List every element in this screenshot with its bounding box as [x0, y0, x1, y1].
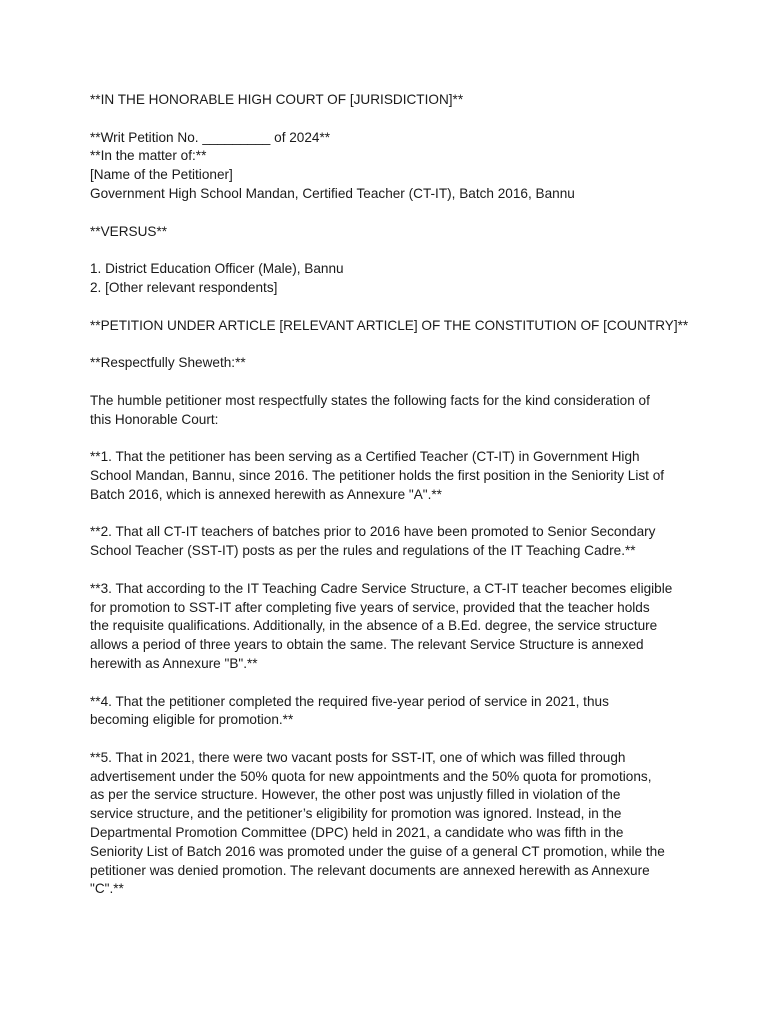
blank-line: [90, 561, 690, 580]
fact-paragraph-4: [90, 693, 690, 731]
paragraph-line: Departmental Promotion Committee (DPC) held in 2021, a candidate who was fifth in the: [90, 825, 624, 841]
paragraph-line: School Mandan, Bannu, since 2016. The petitioner holds the first position in the Seniority List of: [90, 467, 665, 483]
fact-paragraph-3: [90, 580, 690, 674]
paragraph-line: becoming eligible for promotion.**: [90, 712, 294, 728]
blank-line: [90, 505, 690, 524]
paragraph-line: **3. That according to the IT Teaching Cadre Service Structure, a CT-IT teacher becomes eligible: [90, 580, 673, 596]
court-heading: **IN THE HONORABLE HIGH COURT OF [JURISDICTION]**: [90, 92, 464, 107]
petitioner-description: Government High School Mandan, Certified Teacher (CT-IT), Batch 2016, Bannu: [90, 185, 575, 201]
paragraph-line: The humble petitioner most respectfully states the following facts for the kind consideration of: [90, 392, 650, 408]
respondent-item: 1. District Education Officer (Male), Bannu: [90, 261, 344, 277]
paragraph-line: service structure, and the petitioner’s eligibility for promotion was ignored. Instead, in the: [90, 806, 622, 822]
writ-petition-number: **Writ Petition No. _________ of 2024**: [90, 129, 331, 145]
versus-heading: **VERSUS**: [90, 223, 168, 239]
respondent-item: 2. [Other relevant respondents]: [90, 279, 278, 295]
blank-line: [90, 204, 690, 223]
blank-line: [90, 335, 690, 354]
blank-line: [90, 298, 690, 317]
blank-line: [90, 110, 690, 129]
fact-paragraph-5: [90, 749, 690, 899]
blank-line: [90, 674, 690, 693]
paragraph-line: **1. That the petitioner has been serving as a Certified Teacher (CT-IT) in Government High: [90, 449, 640, 465]
petition-under-heading: **PETITION UNDER ARTICLE [RELEVANT ARTICLE] OF THE CONSTITUTION OF [COUNTRY]**: [90, 317, 689, 333]
paragraph-line: Batch 2016, which is annexed herewith as Annexure "A".**: [90, 486, 442, 502]
paragraph-line: School Teacher (SST-IT) posts as per the rules and regulations of the IT Teaching Cadre.**: [90, 543, 636, 559]
paragraph-line: advertisement under the 50% quota for new appointments and the 50% quota for promotions,: [90, 768, 652, 784]
intro-paragraph: [90, 392, 690, 430]
blank-line: [90, 429, 690, 448]
paragraph-line: Seniority List of Batch 2016 was promoted under the guise of a general CT promotion, while the: [90, 843, 665, 859]
blank-line: [90, 730, 690, 749]
paragraph-line: **2. That all CT-IT teachers of batches prior to 2016 have been promoted to Senior Secondary: [90, 524, 656, 540]
document-page: [90, 91, 690, 899]
paragraph-line: **4. That the petitioner completed the required five-year period of service in 2021, thus: [90, 693, 609, 709]
in-the-matter-heading: **In the matter of:**: [90, 148, 207, 164]
blank-line: [90, 373, 690, 392]
respectfully-sheweth-heading: **Respectfully Sheweth:**: [90, 355, 246, 371]
blank-line: [90, 241, 690, 260]
paragraph-line: the requisite qualifications. Additionally, in the absence of a B.Ed. degree, the service structure: [90, 618, 658, 634]
respondents-list: [90, 260, 690, 298]
paragraph-line: allows a period of three years to obtain the same. The relevant Service Structure is annexed: [90, 637, 644, 653]
paragraph-line: for promotion to SST-IT after completing five years of service, provided that the teacher holds: [90, 599, 650, 615]
petitioner-name: [Name of the Petitioner]: [90, 167, 233, 183]
paragraph-line: as per the service structure. However, the other post was unjustly filled in violation of the: [90, 787, 621, 803]
paragraph-line: this Honorable Court:: [90, 411, 219, 427]
paragraph-line: "C".**: [90, 881, 124, 897]
paragraph-line: **5. That in 2021, there were two vacant posts for SST-IT, one of which was filled through: [90, 749, 626, 765]
paragraph-line: herewith as Annexure "B".**: [90, 655, 258, 671]
paragraph-line: petitioner was denied promotion. The relevant documents are annexed herewith as Annexure: [90, 862, 650, 878]
fact-paragraph-2: [90, 523, 690, 561]
fact-paragraph-1: [90, 448, 690, 504]
